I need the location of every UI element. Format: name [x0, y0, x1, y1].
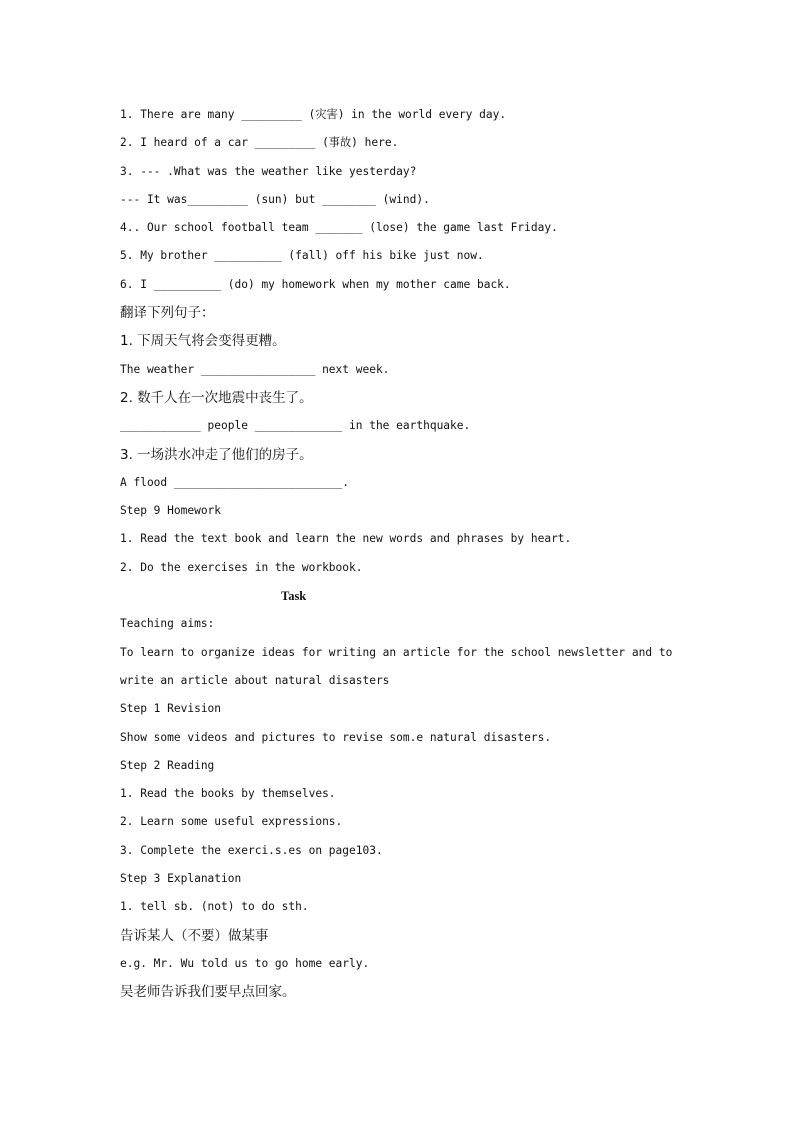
exercise-line: 2. I heard of a car _________ (事故) here.: [120, 136, 399, 150]
translation-answer: A flood _________________________.: [120, 475, 350, 489]
homework-item: 2. Do the exercises in the workbook.: [120, 560, 363, 574]
step-3-heading: Step 3 Explanation: [120, 872, 242, 886]
translation-answer: The weather _________________ next week.: [120, 362, 390, 376]
step-3-item: 吴老师告诉我们要早点回家。: [120, 984, 296, 1001]
exercise-line: 6. I __________ (do) my homework when my mother came back.: [120, 277, 511, 291]
exercise-line: 1. There are many _________ (灾害) in the world every day.: [120, 108, 507, 121]
exercise-line: --- It was_________ (sun) but ________ (wind).: [120, 192, 430, 206]
step-2-item: 1. Read the books by themselves.: [120, 787, 336, 801]
exercise-line: 5. My brother __________ (fall) off his bike just now.: [120, 249, 484, 263]
step-3-item: 1. tell sb. (not) to do sth.: [120, 900, 309, 914]
step-3-item: e.g. Mr. Wu told us to go home early.: [120, 956, 370, 970]
step-2-item: 3. Complete the exerci.s.es on page103.: [120, 843, 383, 857]
step-2-item: 2. Learn some useful expressions.: [120, 815, 343, 829]
translation-prompt: 3. 一场洪水冲走了他们的房子。: [120, 446, 313, 463]
step-2-heading: Step 2 Reading: [120, 758, 215, 772]
translation-prompt: 1. 下周天气将会变得更糟。: [120, 333, 286, 350]
exercise-line: 3. --- .What was the weather like yesterday?: [120, 164, 417, 178]
step-3-item: 告诉某人（不要）做某事: [120, 927, 269, 944]
step-1-text: Show some videos and pictures to revise som.e natural disasters.: [120, 730, 552, 744]
translation-answer: ____________ people _____________ in the earthquake.: [120, 419, 471, 433]
teaching-aims-line: To learn to organize ideas for writing an article for the school newsletter and to: [120, 645, 673, 659]
step-1-heading: Step 1 Revision: [120, 702, 222, 716]
teaching-aims-heading: Teaching aims:: [120, 617, 215, 631]
document-content: [120, 101, 700, 1007]
teaching-aims-line: write an article about natural disasters: [120, 673, 390, 687]
task-title: Task: [281, 589, 307, 604]
translation-prompt: 2. 数千人在一次地震中丧生了。: [120, 389, 313, 406]
homework-heading: Step 9 Homework: [120, 504, 222, 518]
homework-item: 1. Read the text book and learn the new words and phrases by heart.: [120, 532, 572, 546]
exercise-line: 4.. Our school football team _______ (lose) the game last Friday.: [120, 221, 558, 235]
translation-heading: 翻译下列句子：: [120, 305, 215, 322]
